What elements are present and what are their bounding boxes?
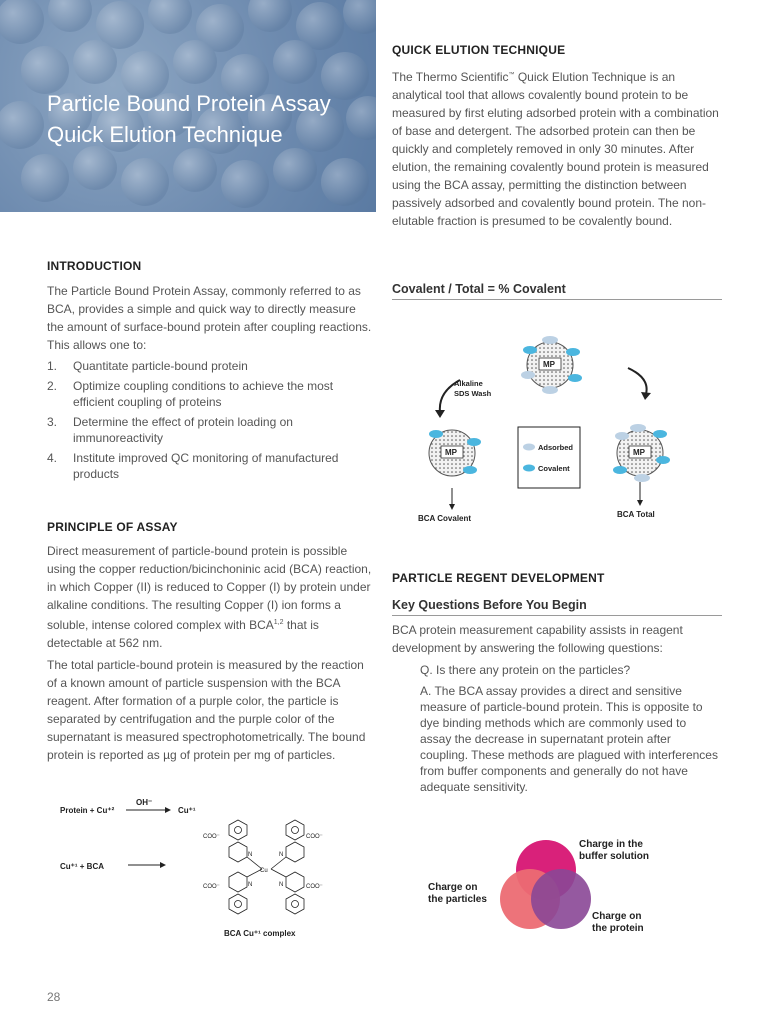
key-questions-heading: Key Questions Before You Begin (392, 598, 587, 612)
particle-regent-heading: PARTICLE REGENT DEVELOPMENT (392, 571, 605, 585)
venn-label-buffer-2: buffer solution (579, 851, 649, 862)
n-atom-label: N (279, 882, 284, 888)
key-questions-text: BCA protein measurement capability assists in reagent development by answering the following questions: (392, 623, 683, 655)
legend-covalent: Covalent (538, 464, 570, 473)
n-atom-label: N (248, 852, 253, 858)
eq2-left-text: Cu⁺¹ + BCA (60, 862, 104, 871)
coo-label: COO⁻ (306, 834, 323, 840)
divider (392, 615, 722, 616)
divider (392, 299, 722, 300)
venn-label-particles-1: Charge on (428, 882, 478, 893)
venn-label-buffer-1: Charge in the (579, 839, 643, 850)
list-item: 3. Determine the effect of protein loading on immunoreactivity (47, 415, 293, 445)
mp-label: MP (633, 448, 645, 457)
venn-label-protein-1: Charge on (592, 911, 642, 922)
principle-paragraph-2: The total particle-bound protein is measured by the reaction of a known amount of particle suspension with the BCA reagent. After formation of a purple color, the particle is separated by centrifugation and the purple color of the supernatant is measured spectrophotometrically. The bound protein is reported as µg of protein per mg of particles. (47, 658, 366, 762)
diagram-legend (518, 427, 580, 488)
reaction-arrowhead-1 (165, 807, 171, 813)
charge-venn-diagram (420, 830, 680, 940)
list-item: 4. Institute improved QC monitoring of manufactured products (47, 451, 339, 481)
introduction-list (47, 358, 377, 486)
venn-label-protein-2: the protein (592, 923, 644, 934)
coo-label: COO⁻ (306, 884, 323, 890)
particle-covalent (429, 430, 481, 476)
bca-total-label: BCA Total (617, 510, 655, 519)
venn-circle-protein (531, 869, 591, 929)
mp-label: MP (543, 360, 555, 369)
bca-complex-structure (229, 820, 304, 914)
wash-label-line2: SDS Wash (454, 389, 492, 398)
hero-banner (0, 0, 376, 212)
eq1-condition-text: OH⁻ (136, 798, 153, 807)
eq1-left-text: Protein + Cu⁺² (60, 806, 115, 815)
quick-elution-heading: QUICK ELUTION TECHNIQUE (392, 43, 566, 57)
eq1-right-text: Cu⁺¹ (178, 806, 196, 815)
covalent-formula-heading: Covalent / Total = % Covalent (392, 282, 566, 296)
complex-caption: BCA Cu⁺¹ complex (224, 929, 296, 938)
particle-total-right (613, 424, 670, 482)
answer-text: A. The BCA assay provides a direct and sensitive measure of particle-bound protein. This is opposite to dye binding methods which are commonly used to assay the decrease in supernatant protein after coupling. These methods are plagued with interferences from buffer components and generally do not have adequate sensitivity. (420, 684, 718, 794)
cu-atom-label: Cu (260, 868, 268, 874)
n-atom-label: N (248, 882, 253, 888)
particle-total (521, 336, 582, 394)
introduction-text: The Particle Bound Protein Assay, commonly referred to as BCA, provides a simple and quick way to directly measure the amount of surface-bound protein after coupling reactions. This allows one to: (47, 284, 372, 352)
mp-label: MP (445, 448, 457, 457)
principle-paragraph-1: Direct measurement of particle-bound protein is possible using the copper reduction/bicinchoninic acid (BCA) reaction, in which Copper (II) is reduced to Copper (I) by protein under alkaline conditions. The resulting Copper (I) ion forms a soluble, intense colored complex with BCA$^{1,2}$ that is detectable at 562 nm. (47, 544, 372, 650)
reaction-arrowhead-2 (160, 862, 166, 868)
legend-adsorbed: Adsorbed (538, 443, 574, 452)
elution-diagram (410, 330, 700, 530)
list-item: 1. Quantitate particle-bound protein (47, 359, 248, 373)
bca-reaction-figure (50, 792, 350, 944)
bca-covalent-label: BCA Covalent (418, 514, 472, 523)
total-arrow (628, 368, 647, 394)
page-title: Particle Bound Protein Assay Quick Elution Technique (47, 91, 331, 147)
wash-label-line1: Alkaline (454, 379, 483, 388)
list-item: 2. Optimize coupling conditions to achieve the most efficient coupling of proteins (47, 379, 334, 409)
introduction-heading: INTRODUCTION (47, 259, 142, 273)
quick-elution-text: The Thermo Scientific™ Quick Elution Technique is an analytical tool that allows covalently bound protein to be measured by first eluting adsorbed protein with a combination of base and detergent. The adsorbed protein can then be quickly and completely removed in only 30 minutes. After elution, the remaining covalently bound protein is measured using the BCA assay, permitting the distinction between passively adsorbed and covalently bound protein. The non-elutable fraction is presumed to be covalently bound. (392, 70, 719, 228)
n-atom-label: N (279, 852, 284, 858)
coo-label: COO⁻ (203, 884, 220, 890)
question-text: Q. Is there any protein on the particles? (420, 663, 631, 677)
principle-heading: PRINCIPLE OF ASSAY (47, 520, 178, 534)
page-number: 28 (47, 990, 61, 1004)
venn-label-particles-2: the particles (428, 894, 487, 905)
coo-label: COO⁻ (203, 834, 220, 840)
